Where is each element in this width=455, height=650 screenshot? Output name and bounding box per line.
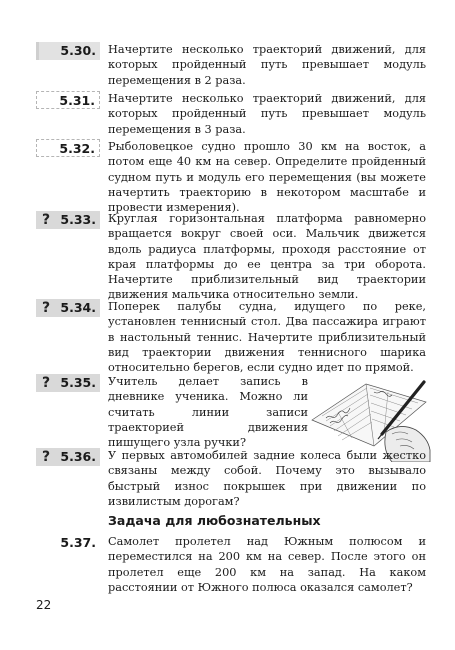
problem-text: Начертите несколько траекторий движений, для которых пройденный путь превышает модуль перемещения в 3 раза. (108, 92, 426, 136)
problem-text: Учитель делает запись в дневнике ученика. Можно ли считать линии записи траекторией движения пишущего узла ручки? (108, 375, 308, 450)
page-number: 22 (36, 598, 52, 612)
problem-number-marker (36, 448, 100, 466)
section-heading: Задача для любознательных (108, 513, 321, 528)
problem-number-marker (36, 211, 100, 229)
problem-number: 5.34. (60, 300, 96, 315)
problem-number: 5.35. (60, 375, 96, 390)
problem-number-marker (36, 374, 100, 392)
problem-number: 5.36. (60, 449, 96, 464)
problem-text: Круглая горизонтальная платформа равномерно вращается вокруг своей оси. Мальчик движется вдоль радиуса платформы, проходя расстояние от края платформы до ее центра за три оборота. Начертите приблизительный вид траектории движения мальчика относительно земли. (108, 212, 426, 302)
problem-number-marker (36, 91, 100, 109)
problem-number: 5.32. (59, 141, 95, 156)
problem-number: 5.33. (60, 212, 96, 227)
hint-question-icon: ? (41, 300, 51, 316)
problem-number: 5.30. (60, 43, 96, 58)
problem-number-marker (36, 139, 100, 157)
problem-number-marker (36, 42, 100, 60)
problem-text: У первых автомобилей задние колеса были жестко связаны между собой. Почему это вызывало быстрый износ покрышек при движении по извилистым дорогам? (108, 449, 426, 508)
problem-text: Начертите несколько траекторий движений, для которых пройденный путь превышает модуль перемещения в 2 раза. (108, 43, 426, 87)
problem-text: Рыболовецкое судно прошло 30 км на восток, а потом еще 40 км на север. Определите пройденный судном путь и модуль его перемещения (вы можете начертить траекторию в некотором масштабе и провести измерения). (108, 140, 426, 215)
hint-question-icon: ? (41, 449, 51, 465)
problem-number-marker (36, 534, 100, 552)
problem-number-marker (36, 299, 100, 317)
problem-number: 5.37. (60, 535, 96, 550)
problem-number: 5.31. (59, 93, 95, 108)
problem-text: Поперек палубы судна, идущего по реке, установлен теннисный стол. Два пассажира играют в настольный теннис. Начертите приблизительный вид траектории движения теннисного шарика относительно берегов, если судно идет по прямой. (108, 300, 426, 375)
hint-question-icon: ? (41, 375, 51, 391)
problem-text: Самолет пролетел над Южным полюсом и переместился на 200 км на север. После этого он пролетел еще 200 км на запад. На каком расстоянии от Южного полюса оказался самолет? (108, 535, 426, 594)
hint-question-icon: ? (41, 212, 51, 228)
